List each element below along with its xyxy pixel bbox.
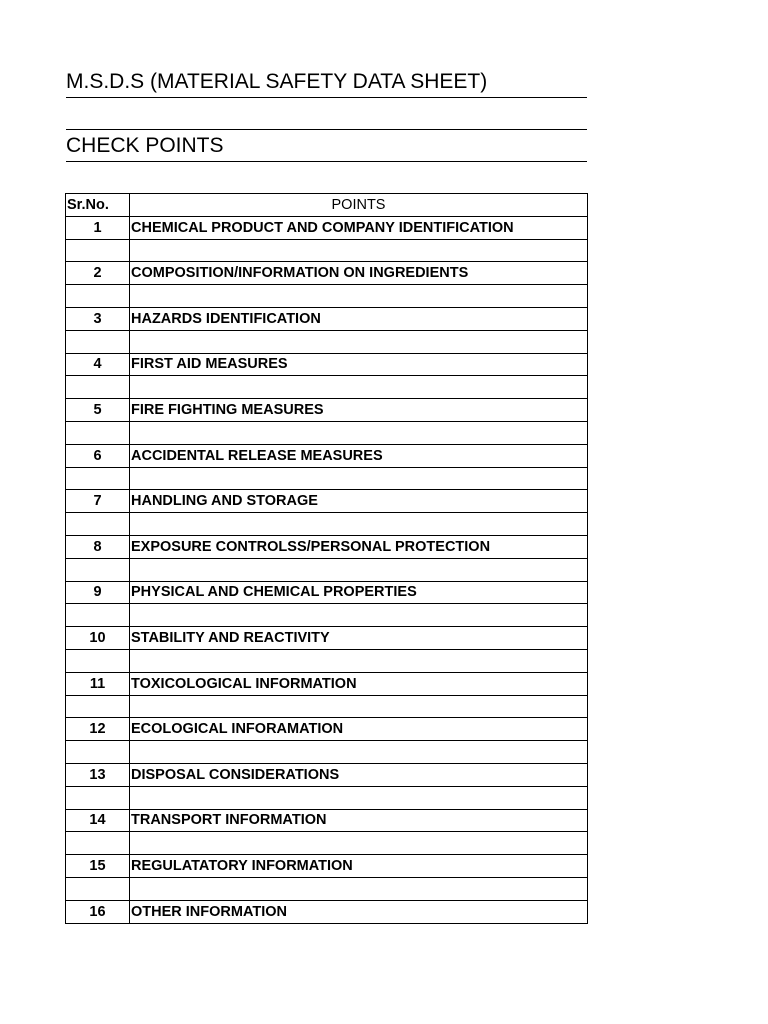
table-row	[66, 444, 588, 467]
spacer-row	[66, 467, 588, 490]
table-row	[66, 353, 588, 376]
table-row	[66, 581, 588, 604]
row-point: REGULATATORY INFORMATION	[130, 855, 588, 878]
spacer-cell	[66, 421, 130, 444]
row-point: ECOLOGICAL INFORAMATION	[130, 718, 588, 741]
spacer-cell	[66, 467, 130, 490]
row-point: FIRE FIGHTING MEASURES	[130, 399, 588, 422]
table-row	[66, 490, 588, 513]
spacer-row	[66, 695, 588, 718]
row-number: 8	[66, 535, 130, 558]
row-number: 1	[66, 216, 130, 239]
document-title: M.S.D.S (MATERIAL SAFETY DATA SHEET)	[66, 68, 587, 98]
spacer-row	[66, 376, 588, 399]
spacer-row	[66, 877, 588, 900]
row-point: ACCIDENTAL RELEASE MEASURES	[130, 444, 588, 467]
spacer-row	[66, 421, 588, 444]
spacer-cell	[66, 695, 130, 718]
row-point: OTHER INFORMATION	[130, 900, 588, 923]
table-row	[66, 809, 588, 832]
row-number: 3	[66, 307, 130, 330]
spacer-row	[66, 330, 588, 353]
row-point: EXPOSURE CONTROLSS/PERSONAL PROTECTION	[130, 535, 588, 558]
spacer-cell	[130, 604, 588, 627]
spacer-cell	[130, 786, 588, 809]
spacer-cell	[130, 467, 588, 490]
row-point: HANDLING AND STORAGE	[130, 490, 588, 513]
row-number: 11	[66, 672, 130, 695]
row-point: PHYSICAL AND CHEMICAL PROPERTIES	[130, 581, 588, 604]
row-point: HAZARDS IDENTIFICATION	[130, 307, 588, 330]
table-row	[66, 627, 588, 650]
subtitle: CHECK POINTS	[66, 134, 224, 157]
table-row	[66, 763, 588, 786]
row-number: 6	[66, 444, 130, 467]
spacer-row	[66, 786, 588, 809]
spacer-row	[66, 741, 588, 764]
row-point: FIRST AID MEASURES	[130, 353, 588, 376]
spacer-cell	[66, 649, 130, 672]
spacer-cell	[66, 239, 130, 262]
table-row	[66, 718, 588, 741]
table-row	[66, 535, 588, 558]
spacer-row	[66, 604, 588, 627]
spacer-cell	[130, 695, 588, 718]
header-points: POINTS	[130, 194, 588, 217]
table-row	[66, 216, 588, 239]
row-number: 9	[66, 581, 130, 604]
spacer-cell	[66, 285, 130, 308]
table-header-row	[66, 194, 588, 217]
row-number: 7	[66, 490, 130, 513]
spacer-row	[66, 513, 588, 536]
table-row	[66, 399, 588, 422]
spacer-cell	[130, 513, 588, 536]
spacer-cell	[66, 877, 130, 900]
spacer-cell	[66, 786, 130, 809]
row-number: 12	[66, 718, 130, 741]
spacer-cell	[66, 330, 130, 353]
row-point: COMPOSITION/INFORMATION ON INGREDIENTS	[130, 262, 588, 285]
spacer-row	[66, 649, 588, 672]
row-number: 4	[66, 353, 130, 376]
spacer-cell	[130, 741, 588, 764]
spacer-row	[66, 239, 588, 262]
table-row	[66, 262, 588, 285]
table-row	[66, 672, 588, 695]
row-number: 13	[66, 763, 130, 786]
spacer-cell	[130, 330, 588, 353]
spacer-cell	[66, 741, 130, 764]
table-row	[66, 855, 588, 878]
spacer-cell	[66, 558, 130, 581]
row-number: 15	[66, 855, 130, 878]
spacer-cell	[130, 421, 588, 444]
spacer-cell	[130, 558, 588, 581]
table-row	[66, 900, 588, 923]
spacer-row	[66, 285, 588, 308]
row-point: CHEMICAL PRODUCT AND COMPANY IDENTIFICATION	[130, 216, 588, 239]
spacer-cell	[130, 239, 588, 262]
row-point: TOXICOLOGICAL INFORMATION	[130, 672, 588, 695]
spacer-row	[66, 832, 588, 855]
spacer-cell	[130, 376, 588, 399]
spacer-cell	[130, 649, 588, 672]
row-number: 5	[66, 399, 130, 422]
row-number: 10	[66, 627, 130, 650]
row-number: 14	[66, 809, 130, 832]
row-point: STABILITY AND REACTIVITY	[130, 627, 588, 650]
row-number: 16	[66, 900, 130, 923]
spacer-cell	[130, 877, 588, 900]
spacer-cell	[66, 376, 130, 399]
spacer-cell	[66, 604, 130, 627]
subtitle-section	[66, 129, 587, 162]
row-point: DISPOSAL CONSIDERATIONS	[130, 763, 588, 786]
check-points-table	[65, 193, 588, 924]
row-point: TRANSPORT INFORMATION	[130, 809, 588, 832]
spacer-cell	[66, 513, 130, 536]
table-body	[66, 216, 588, 923]
spacer-cell	[66, 832, 130, 855]
spacer-cell	[130, 285, 588, 308]
spacer-cell	[130, 832, 588, 855]
spacer-row	[66, 558, 588, 581]
row-number: 2	[66, 262, 130, 285]
header-srno: Sr.No.	[66, 194, 130, 217]
table-row	[66, 307, 588, 330]
